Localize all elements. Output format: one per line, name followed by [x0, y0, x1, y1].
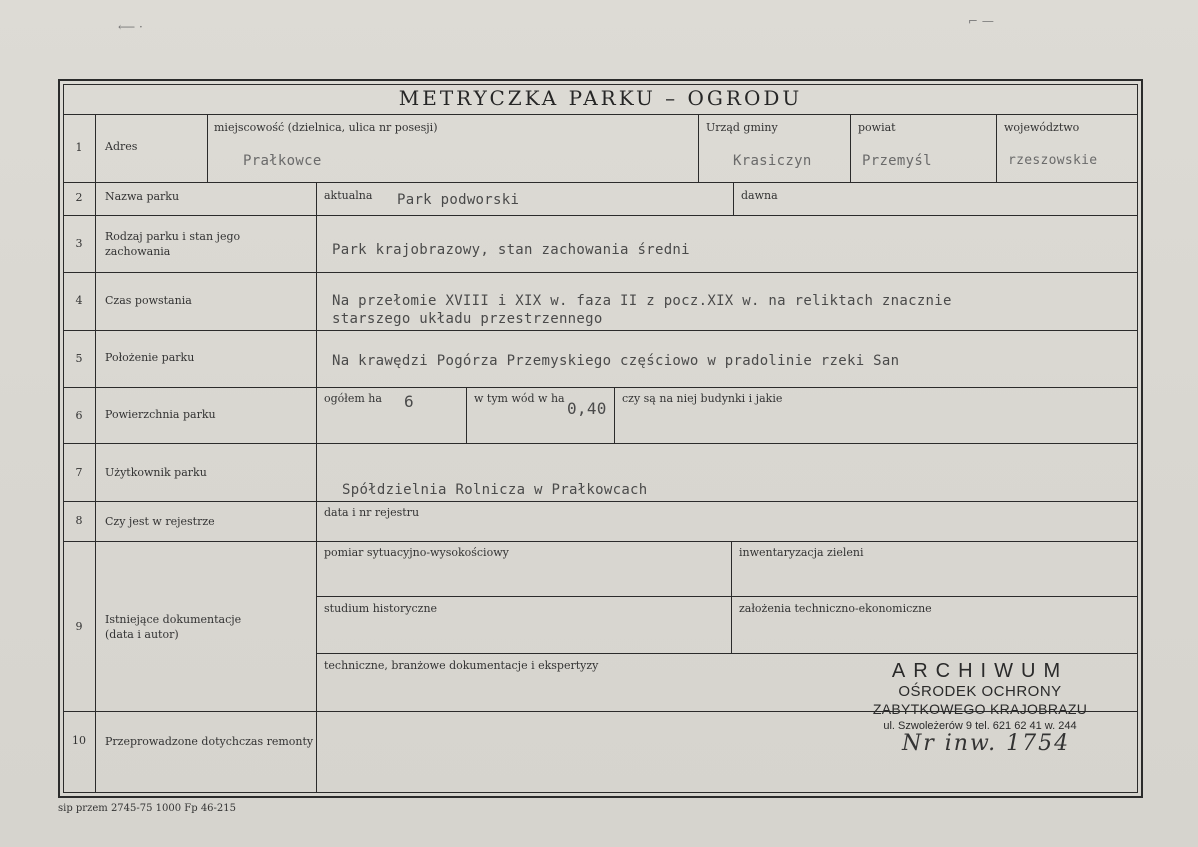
buildings-label: czy są na niej budynki i jakie [622, 392, 783, 405]
park-type-value: Park krajobrazowy, stan zachowania średni [332, 242, 690, 258]
current-name-label: aktualna [324, 189, 373, 202]
total-area-label: ogółem ha [324, 392, 382, 405]
origin-time-value-line1: Na przełomie XVIII i XIX w. faza II z pocz.XIX w. na reliktach znacznie [332, 293, 952, 309]
row-number: 4 [75, 294, 83, 307]
survey-label: pomiar sytuacyjno-wysokościowy [324, 546, 509, 559]
row-label-register: Czy jest w rejestrze [105, 515, 215, 528]
historical-study-label: studium historyczne [324, 602, 438, 615]
voivodeship-label: województwo [1004, 121, 1080, 134]
row-label-repairs: Przeprowadzone dotychczas remonty [105, 735, 314, 748]
row-label-park-name: Nazwa parku [105, 190, 180, 203]
row-number: 7 [75, 466, 83, 479]
row-label-park-type: Rodzaj parku i stan jego zachowania [105, 230, 241, 258]
former-name-label: dawna [741, 189, 778, 202]
form-footer-print-code: sip przem 2745-75 1000 Fp 46-215 [58, 803, 237, 814]
row-number: 1 [75, 141, 83, 154]
archive-stamp-title: ARCHIWUM [891, 660, 1069, 682]
park-user-value: Spółdzielnia Rolnicza w Prałkowcach [342, 482, 648, 498]
origin-time-value-line2: starszego układu przestrzennego [332, 311, 603, 327]
row-label-origin-time: Czas powstania [105, 294, 192, 307]
current-name-value: Park podworski [397, 192, 520, 208]
water-area-label: w tym wód w ha [474, 392, 565, 405]
row-number: 6 [75, 409, 83, 422]
archive-stamp-address: ul. Szwoleżerów 9 tel. 621 62 41 w. 244 [883, 720, 1077, 732]
locality-label: miejscowość (dzielnica, ulica nr posesji) [214, 121, 438, 134]
form-title: METRYCZKA PARKU – OGRODU [398, 86, 803, 110]
row-number: 2 [75, 191, 83, 204]
row-label-address: Adres [105, 140, 138, 153]
powiat-value: Przemyśl [862, 153, 932, 169]
row-label-area: Powierzchnia parku [105, 408, 216, 421]
register-date-label: data i nr rejestru [324, 506, 420, 519]
tech-econ-label: założenia techniczno-ekonomiczne [739, 602, 932, 615]
paper-mark: ⟵ · [118, 20, 143, 34]
archive-stamp-line2: OŚRODEK OCHRONY [898, 683, 1062, 700]
row-label-user: Użytkownik parku [105, 466, 207, 479]
archive-stamp-line3: ZABYTKOWEGO KRAJOBRAZU [872, 701, 1088, 717]
gmina-value: Krasiczyn [733, 153, 812, 169]
inventory-number-handwritten: Nr inw. 1754 [902, 731, 1071, 756]
technical-docs-label: techniczne, branżowe dokumentacje i ekspertyzy [324, 659, 599, 672]
powiat-label: powiat [858, 121, 896, 134]
row-label-location: Położenie parku [105, 351, 195, 364]
row-number: 5 [75, 352, 83, 365]
row-number: 10 [72, 734, 86, 747]
location-value: Na krawędzi Pogórza Przemyskiego częściowo w pradolinie rzeki San [332, 353, 900, 369]
row-number: 9 [75, 620, 83, 633]
paper-mark: ⌐ — [968, 14, 994, 28]
water-area-value: 0,40 [567, 399, 607, 418]
row-number: 8 [75, 514, 83, 527]
voivodeship-value: rzeszowskie [1008, 153, 1098, 168]
row-label-documentation: Istniejące dokumentacje (data i autor) [105, 613, 242, 641]
gmina-label: Urząd gminy [706, 121, 778, 134]
greenery-inventory-label: inwentaryzacja zieleni [739, 546, 864, 559]
locality-value: Prałkowce [243, 153, 322, 169]
total-area-value: 6 [404, 392, 414, 411]
row-number: 3 [75, 237, 83, 250]
